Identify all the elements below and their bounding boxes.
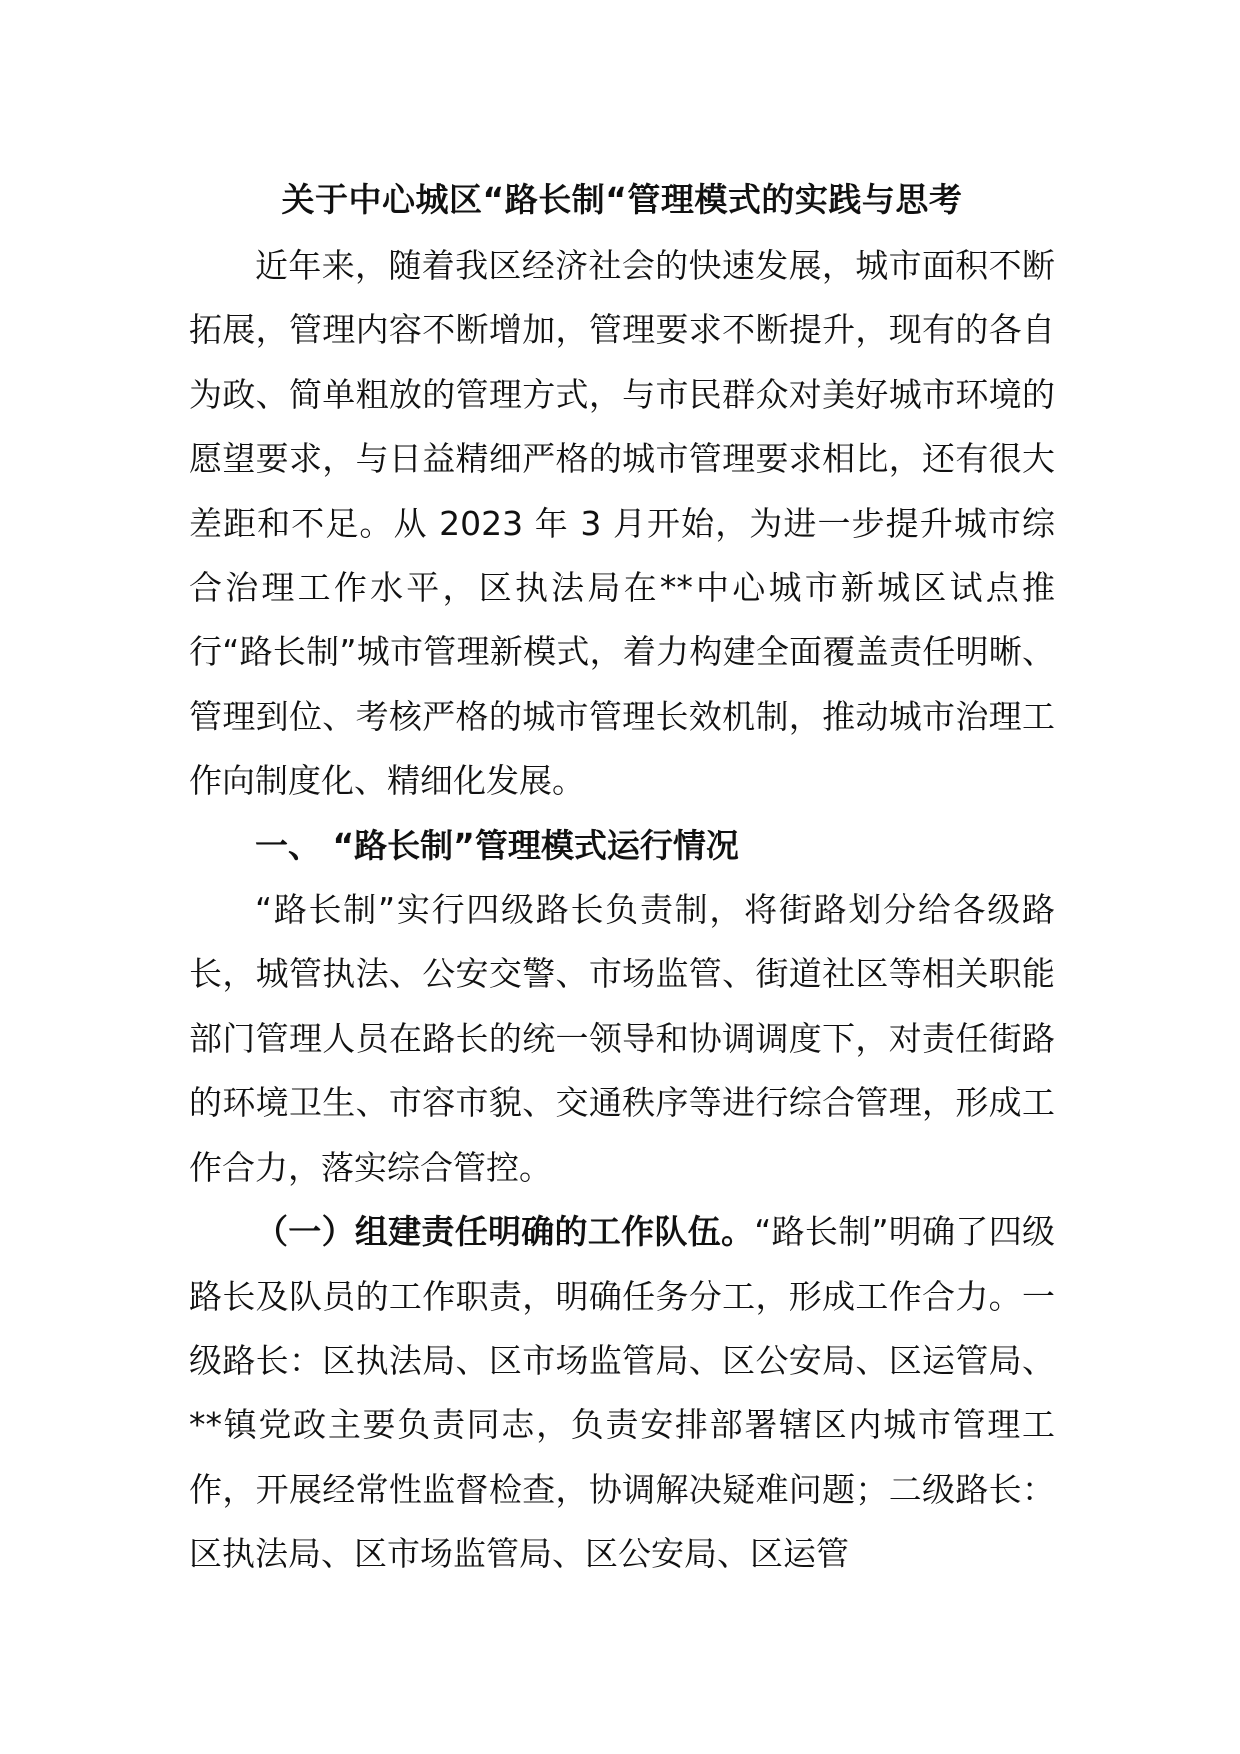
intro-paragraph: 近年来，随着我区经济社会的快速发展，城市面积不断拓展，管理内容不断增加，管理要求不断提升，现有的各自为政、简单粗放的管理方式，与市民群众对美好城市环境的愿望要求，与日益精细严格的城市管理要求相比，还有很大差距和不足。从 2023 年 3 月开始，为进一步提升城市综合治理工作水平，区执法局在**中心城市新城区试点推行“路长制”城市管理新模式，着力构建全面覆盖责任明晰、管理到位、考核严格的城市管理长效机制，推动城市治理工作向制度化、精细化发展。: [189, 246, 1055, 801]
document-body: [189, 170, 1055, 1587]
subsection-heading-1: （一）组建责任明确的工作队伍。: [255, 1212, 755, 1252]
section1-paragraph: “路长制”实行四级路长负责制，将街路划分给各级路长，城管执法、公安交警、市场监管、街道社区等相关职能部门管理人员在路长的统一领导和协调调度下，对责任街路的环境卫生、市容市貌、交通秩序等进行综合管理，形成工作合力，落实综合管控。: [189, 890, 1055, 1187]
subsection1-paragraph: [189, 1200, 1055, 1586]
subsection1-body: “路长制”明确了四级路长及队员的工作职责，明确任务分工，形成工作合力。一级路长：区执法局、区市场监管局、区公安局、区运管局、**镇党政主要负责同志，负责安排部署辖区内城市管理工作，开展经常性监督检查，协调解决疑难问题；二级路长：区执法局、区市场监管局、区公安局、区运管: [189, 1212, 1055, 1574]
document-title: 关于中心城区“路长制“管理模式的实践与思考: [281, 180, 963, 219]
section-heading-1: 一、 “路长制”管理模式运行情况: [255, 825, 739, 865]
